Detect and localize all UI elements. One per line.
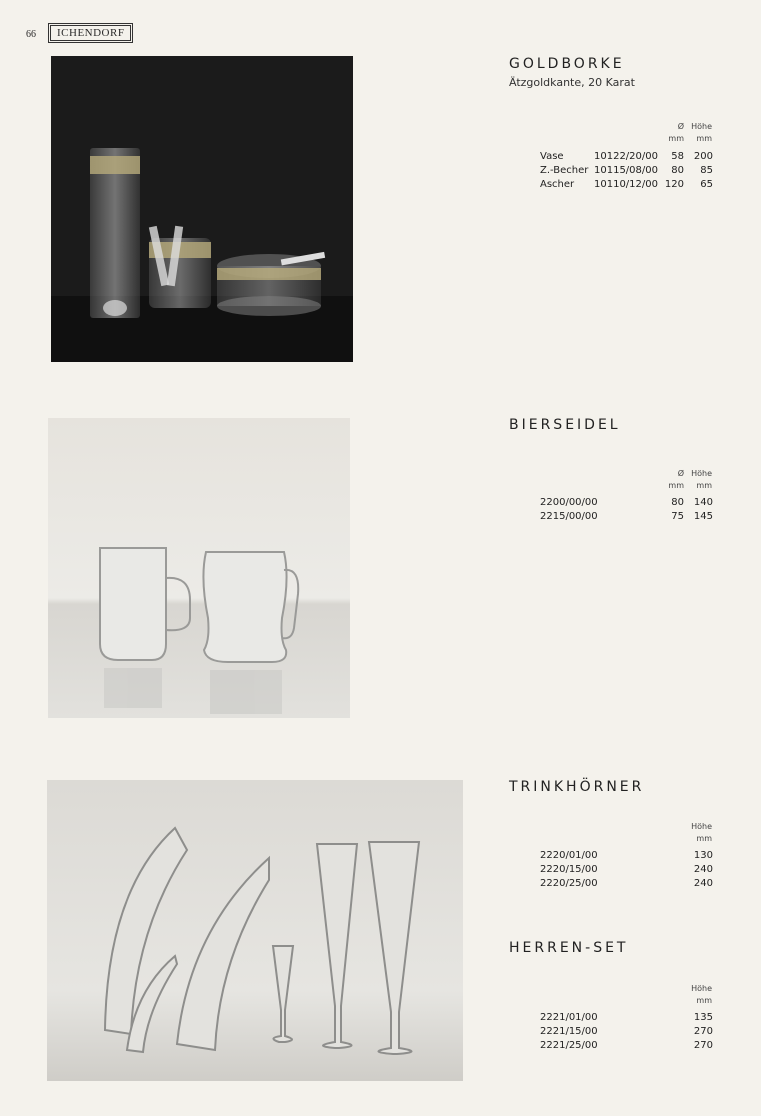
item-height: 140 <box>693 497 713 508</box>
trinkhoerner-height-header: Höhe <box>691 822 712 831</box>
item-height: 145 <box>693 511 713 522</box>
herrenset-row <box>540 1012 715 1026</box>
bierseidel-illustration <box>48 418 350 718</box>
goldborke-diameter-unit: mm <box>668 134 684 143</box>
goldborke-title: GOLDBORKE <box>509 56 625 72</box>
item-height: 85 <box>700 165 713 176</box>
bierseidel-diameter-header: Ø <box>677 469 684 478</box>
item-name: Z.-Becher <box>540 165 589 176</box>
item-name: Vase <box>540 151 564 162</box>
bierseidel-row <box>540 497 715 511</box>
item-height: 240 <box>693 878 713 889</box>
item-code: 10115/08/00 <box>594 165 658 176</box>
item-height: 270 <box>693 1040 713 1051</box>
bierseidel-height-unit: mm <box>696 481 712 490</box>
goldborke-height-header: Höhe <box>691 122 712 131</box>
trinkhoerner-row <box>540 878 715 892</box>
goldborke-row <box>540 179 715 193</box>
item-code: 2220/15/00 <box>540 864 598 875</box>
herrenset-row <box>540 1026 715 1040</box>
goldborke-row <box>540 165 715 179</box>
item-code: 10110/12/00 <box>594 179 658 190</box>
item-code: 2221/25/00 <box>540 1040 598 1051</box>
item-code: 2220/25/00 <box>540 878 598 889</box>
herrenset-title: HERREN-SET <box>509 940 629 956</box>
trinkhoerner-illustration <box>47 780 463 1081</box>
herrenset-row <box>540 1040 715 1054</box>
bierseidel-title: BIERSEIDEL <box>509 417 621 433</box>
item-height: 240 <box>693 864 713 875</box>
trinkhoerner-photo <box>47 780 463 1081</box>
goldborke-illustration <box>51 56 353 362</box>
trinkhoerner-height-unit: mm <box>696 834 712 843</box>
trinkhoerner-row <box>540 864 715 878</box>
item-code: 2221/01/00 <box>540 1012 598 1023</box>
item-height: 135 <box>693 1012 713 1023</box>
item-diameter: 75 <box>671 511 684 522</box>
item-diameter: 58 <box>671 151 684 162</box>
item-height: 130 <box>693 850 713 861</box>
page-number: 66 <box>26 29 36 40</box>
item-code: 2200/00/00 <box>540 497 598 508</box>
bierseidel-photo <box>48 418 350 718</box>
goldborke-height-unit: mm <box>696 134 712 143</box>
item-diameter: 80 <box>671 165 684 176</box>
item-name: Ascher <box>540 179 575 190</box>
item-diameter: 120 <box>664 179 684 190</box>
item-diameter: 80 <box>671 497 684 508</box>
bierseidel-height-header: Höhe <box>691 469 712 478</box>
item-height: 270 <box>693 1026 713 1037</box>
item-code: 2220/01/00 <box>540 850 598 861</box>
bierseidel-row <box>540 511 715 525</box>
brand-label: ICHENDORF <box>50 25 131 41</box>
goldborke-photo <box>51 56 353 362</box>
item-code: 10122/20/00 <box>594 151 658 162</box>
trinkhoerner-row <box>540 850 715 864</box>
trinkhoerner-title: TRINKHÖRNER <box>509 779 645 795</box>
herrenset-height-unit: mm <box>696 996 712 1005</box>
item-height: 65 <box>700 179 713 190</box>
item-code: 2221/15/00 <box>540 1026 598 1037</box>
goldborke-row <box>540 151 715 165</box>
goldborke-subtitle: Ätzgoldkante, 20 Karat <box>509 76 635 89</box>
item-height: 200 <box>693 151 713 162</box>
herrenset-height-header: Höhe <box>691 984 712 993</box>
item-code: 2215/00/00 <box>540 511 598 522</box>
bierseidel-diameter-unit: mm <box>668 481 684 490</box>
goldborke-diameter-header: Ø <box>677 122 684 131</box>
